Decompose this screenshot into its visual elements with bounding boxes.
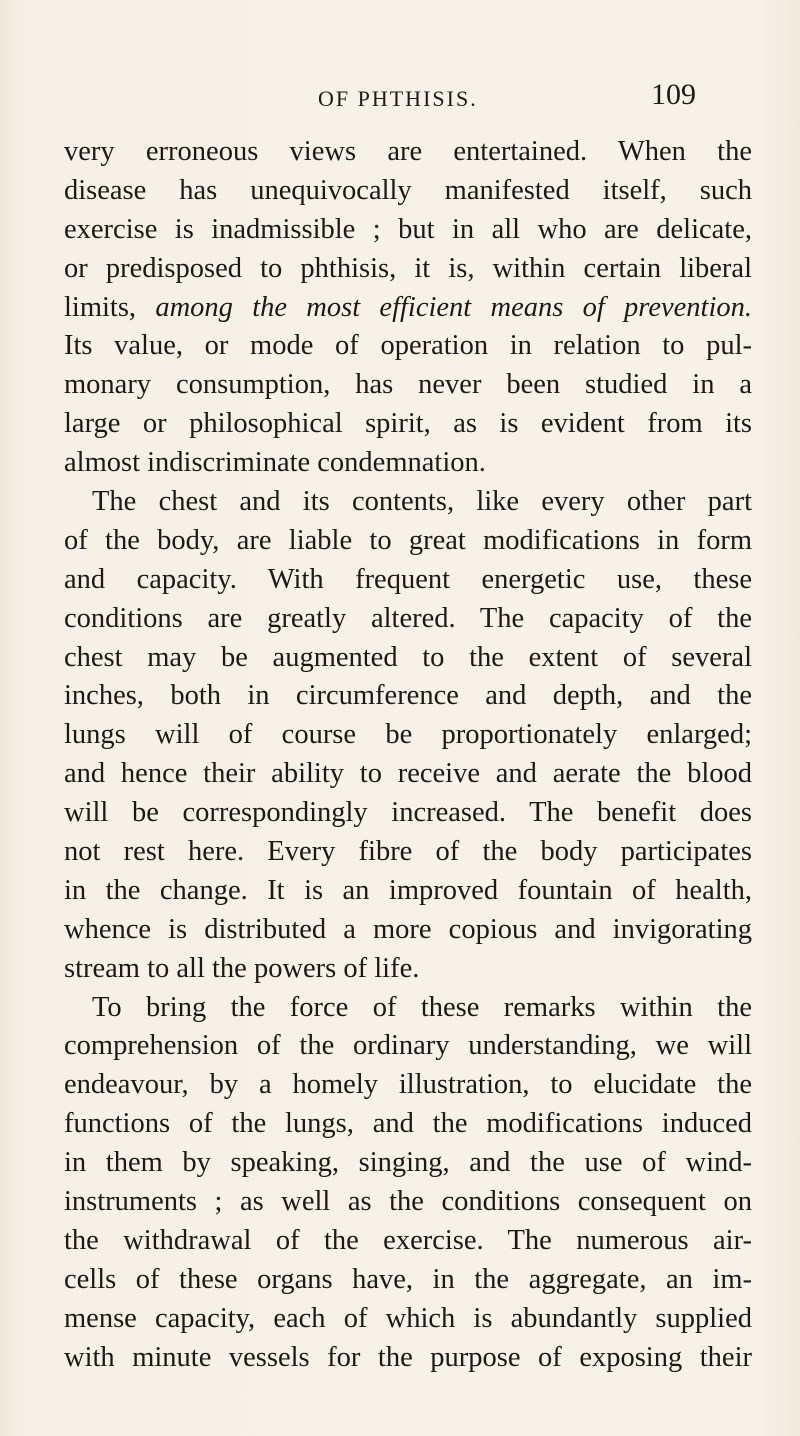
page-header	[0, 78, 800, 118]
paragraph-start-line: The chest and its contents, like every other part	[92, 486, 752, 518]
text-line: instruments ; as well as the conditions consequent on	[64, 1186, 752, 1218]
text-line: comprehension of the ordinary understanding, we will	[64, 1030, 752, 1062]
text-line: in the change. It is an improved fountain of health,	[64, 874, 752, 906]
text-line: or predisposed to phthisis, it is, within certain liberal	[64, 252, 752, 284]
text-line: exercise is inadmissible ; but in all who are delicate,	[64, 213, 752, 245]
text-line: mense capacity, each of which is abundantly supplied	[64, 1302, 752, 1334]
text-line: conditions are greatly altered. The capacity of the	[64, 602, 752, 634]
text-line: of the body, are liable to great modifications in form	[64, 524, 752, 556]
text-line: in them by speaking, singing, and the use of wind-	[64, 1147, 752, 1179]
text-line: cells of these organs have, in the aggregate, an im-	[64, 1263, 752, 1295]
text-line: almost indiscriminate condemnation.	[64, 447, 486, 479]
text-line: disease has unequivocally manifested itself, such	[64, 174, 752, 206]
text-line: and capacity. With frequent energetic use, these	[64, 563, 752, 595]
text-line: very erroneous views are entertained. When the	[64, 136, 752, 167]
text-line: Its value, or mode of operation in relation to pul-	[64, 330, 752, 362]
text-line: large or philosophical spirit, as is evident from its	[64, 408, 752, 440]
paragraph-start-line: To bring the force of these remarks within the	[92, 991, 752, 1023]
text-line: with minute vessels for the purpose of exposing their	[64, 1341, 752, 1373]
running-head: OF PHTHISIS.	[318, 86, 478, 111]
text-line: lungs will of course be proportionately enlarged;	[64, 719, 752, 751]
page-number: 109	[651, 78, 696, 111]
italic-phrase: among the most efficient means of prevention.	[155, 291, 752, 323]
text-line: and hence their ability to receive and aerate the blood	[64, 758, 752, 790]
text-line: will be correspondingly increased. The benefit does	[64, 797, 752, 829]
text-line: functions of the lungs, and the modifications induced	[64, 1108, 752, 1140]
text-line: chest may be augmented to the extent of several	[64, 641, 752, 673]
text-line: not rest here. Every fibre of the body participates	[64, 836, 752, 868]
text-line: inches, both in circumference and depth, and the	[64, 680, 752, 712]
text-line: monary consumption, has never been studied in a	[64, 369, 752, 401]
text-line: stream to all the powers of life.	[64, 952, 420, 984]
text-line: the withdrawal of the exercise. The numerous air-	[64, 1224, 752, 1256]
text-line: whence is distributed a more copious and invigorating	[64, 913, 752, 945]
body-text	[64, 133, 752, 1378]
text-line: limits, among the most efficient means of prevention.	[64, 291, 752, 323]
text-line: endeavour, by a homely illustration, to elucidate the	[64, 1069, 752, 1101]
